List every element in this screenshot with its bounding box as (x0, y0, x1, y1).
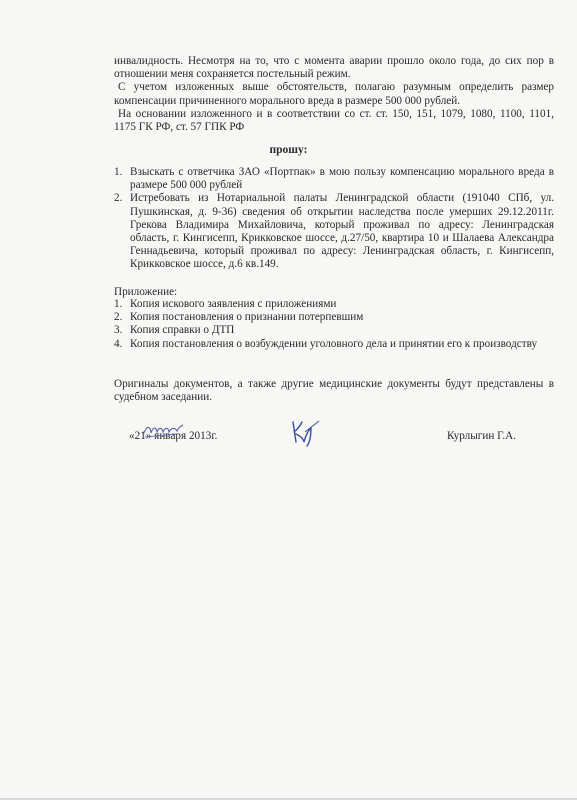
signature-mark (287, 416, 321, 448)
signer-name: Курлыгин Г.А. (447, 430, 516, 442)
request-item (114, 192, 554, 271)
originals-note-text: Оригиналы документов, а также другие медицинские документы будут представлены в судебном заседании. (114, 378, 554, 404)
attachment-item (114, 311, 554, 324)
attachment-item (114, 338, 554, 351)
attachment-number: 1. (114, 298, 123, 310)
attachment-item (114, 298, 554, 311)
request-number: 2. (114, 192, 123, 205)
attachment-number: 2. (114, 311, 123, 324)
attachment-number: 3. (114, 324, 123, 337)
attachment-text: Копия искового заявления с приложениями (130, 298, 337, 310)
intro-paragraph-2: С учетом изложенных выше обстоятельств, полагаю разумным определить размер компенсации причиненного морального вреда в размере 500 000 рублей. (114, 81, 554, 107)
request-item (114, 166, 554, 192)
requests-list (114, 166, 554, 272)
attachment-text: Копия постановления о возбуждении уголовного дела и принятии его к производству (130, 337, 538, 350)
request-heading: прошу: (269, 144, 308, 156)
attachments-title: Приложение: (114, 286, 178, 298)
attachment-text: Копия постановления о признании потерпевшим (130, 311, 364, 324)
attachments-list (114, 298, 554, 351)
request-number: 1. (114, 166, 123, 178)
intro-paragraph-3: На основании изложенного и в соответствии со ст. ст. 150, 151, 1079, 1080, 1100, 1101, 1175 ГК РФ, ст. 57 ГПК РФ (114, 107, 554, 134)
attachment-number: 4. (114, 337, 123, 350)
document-date: «21» января 2013г. (129, 430, 218, 442)
handwritten-date-correction (141, 421, 185, 439)
attachment-text: Копия справки о ДТП (130, 324, 235, 337)
attachment-item (114, 324, 554, 337)
request-text: Взыскать с ответчика ЗАО «Портпак» в мою пользу компенсацию морального вреда в размере 500 000 рублей (130, 166, 554, 192)
intro-section (114, 55, 554, 134)
originals-note (114, 378, 554, 404)
request-text: Истребовать из Нотариальной палаты Ленинградской области (191040 СПб, ул. Пушкинская, д. 9-36) сведения об открытии наследства после умерших 29.12.2011г. Грекова Владимира Михайловича, который проживал по адресу: Ленинградская область, г. Кингисепп, Крикковское шоссе, д.27/50, квартира 10 и Шалаева Александра Геннадьевича, который проживал по адресу: Ленинградская область, г. Кингисепп, Крикковское шоссе, д.6 кв.149. (130, 192, 554, 271)
intro-paragraph-1: инвалидность. Несмотря на то, что с момента аварии прошло около года, до сих пор в отношении меня сохраняется постельный режим. (114, 55, 554, 81)
